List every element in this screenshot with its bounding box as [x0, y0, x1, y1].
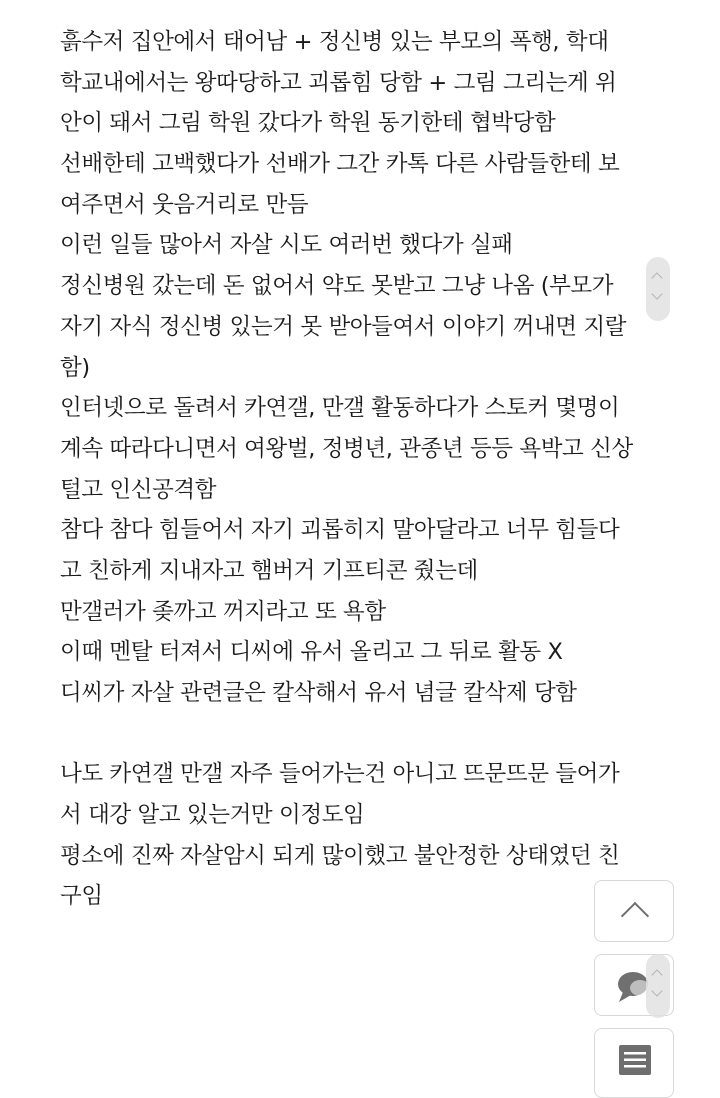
post-line: 평소에 진짜 자살암시 되게 많이했고 불안정한 상태였던 친 [60, 842, 620, 869]
post-line: 자기 자식 정신병 있는거 못 받아들여서 이야기 꺼내면 지랄 [60, 313, 627, 340]
post-line: 정신병원 갔는데 돈 없어서 약도 못받고 그냥 나옴 (부모가 [60, 273, 614, 300]
post-line: 나도 카연갤 만갤 자주 들어가는건 아니고 뜨문뜨문 들어가 [60, 761, 620, 788]
post-line: 이때 멘탈 터져서 디씨에 유서 올리고 그 뒤로 활동 X [60, 639, 563, 666]
chevron-down-icon[interactable] [651, 985, 662, 996]
chevron-up-icon [621, 902, 649, 930]
post-line: 여주면서 웃음거리로 만듬 [60, 191, 309, 218]
chevron-up-icon[interactable] [651, 969, 662, 980]
post-body [60, 22, 680, 917]
post-line: 학교내에서는 왕따당하고 괴롭힘 당함 + 그림 그리는게 위 [60, 69, 617, 96]
post-line: 서 대강 알고 있는거만 이정도임 [60, 802, 365, 829]
list-icon [595, 1029, 675, 1093]
post-line: 함) [60, 354, 90, 381]
scroll-control[interactable] [646, 257, 670, 321]
chevron-down-icon[interactable] [651, 288, 662, 299]
scroll-to-top-button[interactable] [594, 880, 674, 942]
post-line: 구임 [60, 883, 103, 910]
post-line: 이런 일들 많아서 자살 시도 여러번 했다가 실패 [60, 232, 513, 259]
scroll-control[interactable] [646, 954, 670, 1018]
post-line: 인터넷으로 돌려서 카연갤, 만갤 활동하다가 스토커 몇명이 [60, 395, 620, 422]
post-line: 계속 따라다니면서 여왕벌, 정병년, 관종년 등등 욕박고 신상 [60, 435, 633, 462]
post-line: 참다 참다 힘들어서 자기 괴롭히지 말아달라고 너무 힘들다 [60, 517, 620, 544]
post-line: 흙수저 집안에서 태어남 + 정신병 있는 부모의 폭행, 학대 [60, 29, 609, 55]
post-line: 안이 돼서 그림 학원 갔다가 학원 동기한테 협박당함 [60, 110, 556, 137]
list-button[interactable] [594, 1028, 674, 1098]
post-line: 선배한테 고백했다가 선배가 그간 카톡 다른 사람들한테 보 [60, 151, 620, 178]
post-line: 디씨가 자살 관련글은 칼삭해서 유서 념글 칼삭제 당함 [60, 680, 577, 706]
post-line: 만갤러가 좆까고 꺼지라고 또 욕함 [60, 598, 386, 625]
blank-line [60, 714, 680, 755]
chevron-up-icon[interactable] [651, 272, 662, 283]
post-line: 털고 인신공격함 [60, 476, 217, 503]
post-line: 고 친하게 지내자고 햄버거 기프티콘 줬는데 [60, 557, 478, 584]
